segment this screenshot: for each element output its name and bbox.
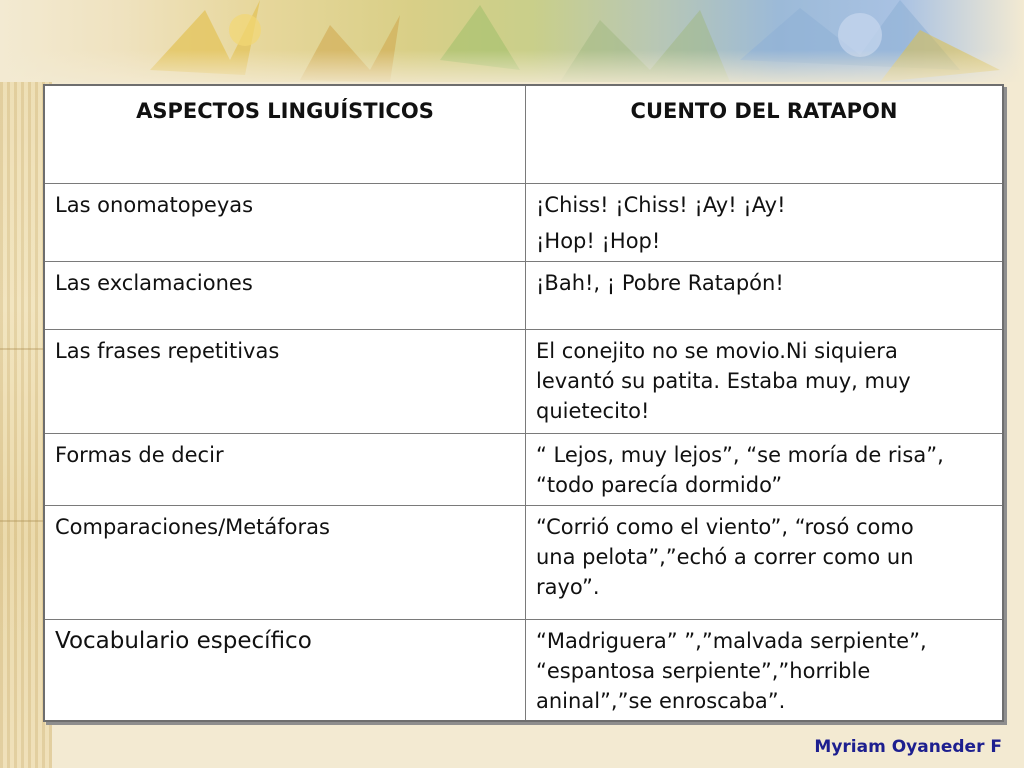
- example-line: aninal”,”se enroscaba”.: [536, 688, 786, 713]
- decorative-banner: [0, 0, 1024, 82]
- table-header-row: [44, 85, 1003, 183]
- comparison-table: [43, 84, 1004, 722]
- example-line: “todo parecía dormido”: [536, 472, 783, 497]
- example-cell: [526, 505, 1004, 619]
- table-row: [44, 183, 1003, 261]
- author-credit: Myriam Oyaneder F: [814, 737, 1002, 757]
- aspect-cell: Vocabulario específico: [44, 619, 526, 721]
- aspect-cell: Las onomatopeyas: [44, 183, 526, 261]
- table-row: [44, 505, 1003, 619]
- example-line: una pelota”,”echó a correr como un: [536, 544, 914, 569]
- linguistic-aspects-table: [43, 84, 1004, 722]
- example-line: “Corrió como el viento”, “rosó como: [536, 514, 914, 539]
- table-row: [44, 433, 1003, 505]
- example-cell: [526, 619, 1004, 721]
- example-line: “espantosa serpiente”,”horrible: [536, 658, 871, 683]
- example-cell: [526, 329, 1004, 433]
- header-aspectos: ASPECTOS LINGUÍSTICOS: [44, 85, 526, 183]
- example-line: “ Lejos, muy lejos”, “se moría de risa”,: [536, 442, 944, 467]
- example-cell: [526, 433, 1004, 505]
- example-cell: [526, 261, 1004, 329]
- example-line: El conejito no se movio.Ni siquiera: [536, 338, 898, 363]
- example-line: ¡Bah!, ¡ Pobre Ratapón!: [536, 270, 784, 295]
- example-line: ¡Hop! ¡Hop!: [536, 228, 661, 253]
- table-row: [44, 619, 1003, 721]
- aspect-cell: Comparaciones/Metáforas: [44, 505, 526, 619]
- example-line: ¡Chiss! ¡Chiss! ¡Ay! ¡Ay!: [536, 192, 786, 217]
- example-line: quietecito!: [536, 398, 650, 423]
- table-row: [44, 329, 1003, 433]
- example-line: rayo”.: [536, 574, 600, 599]
- header-cuento: CUENTO DEL RATAPON: [526, 85, 1004, 183]
- table-row: [44, 261, 1003, 329]
- example-line: “Madriguera” ”,”malvada serpiente”,: [536, 628, 927, 653]
- example-line: levantó su patita. Estaba muy, muy: [536, 368, 911, 393]
- aspect-cell: Las exclamaciones: [44, 261, 526, 329]
- aspect-cell: Las frases repetitivas: [44, 329, 526, 433]
- banner-fade: [0, 50, 1024, 82]
- example-cell: [526, 183, 1004, 261]
- aspect-cell: Formas de decir: [44, 433, 526, 505]
